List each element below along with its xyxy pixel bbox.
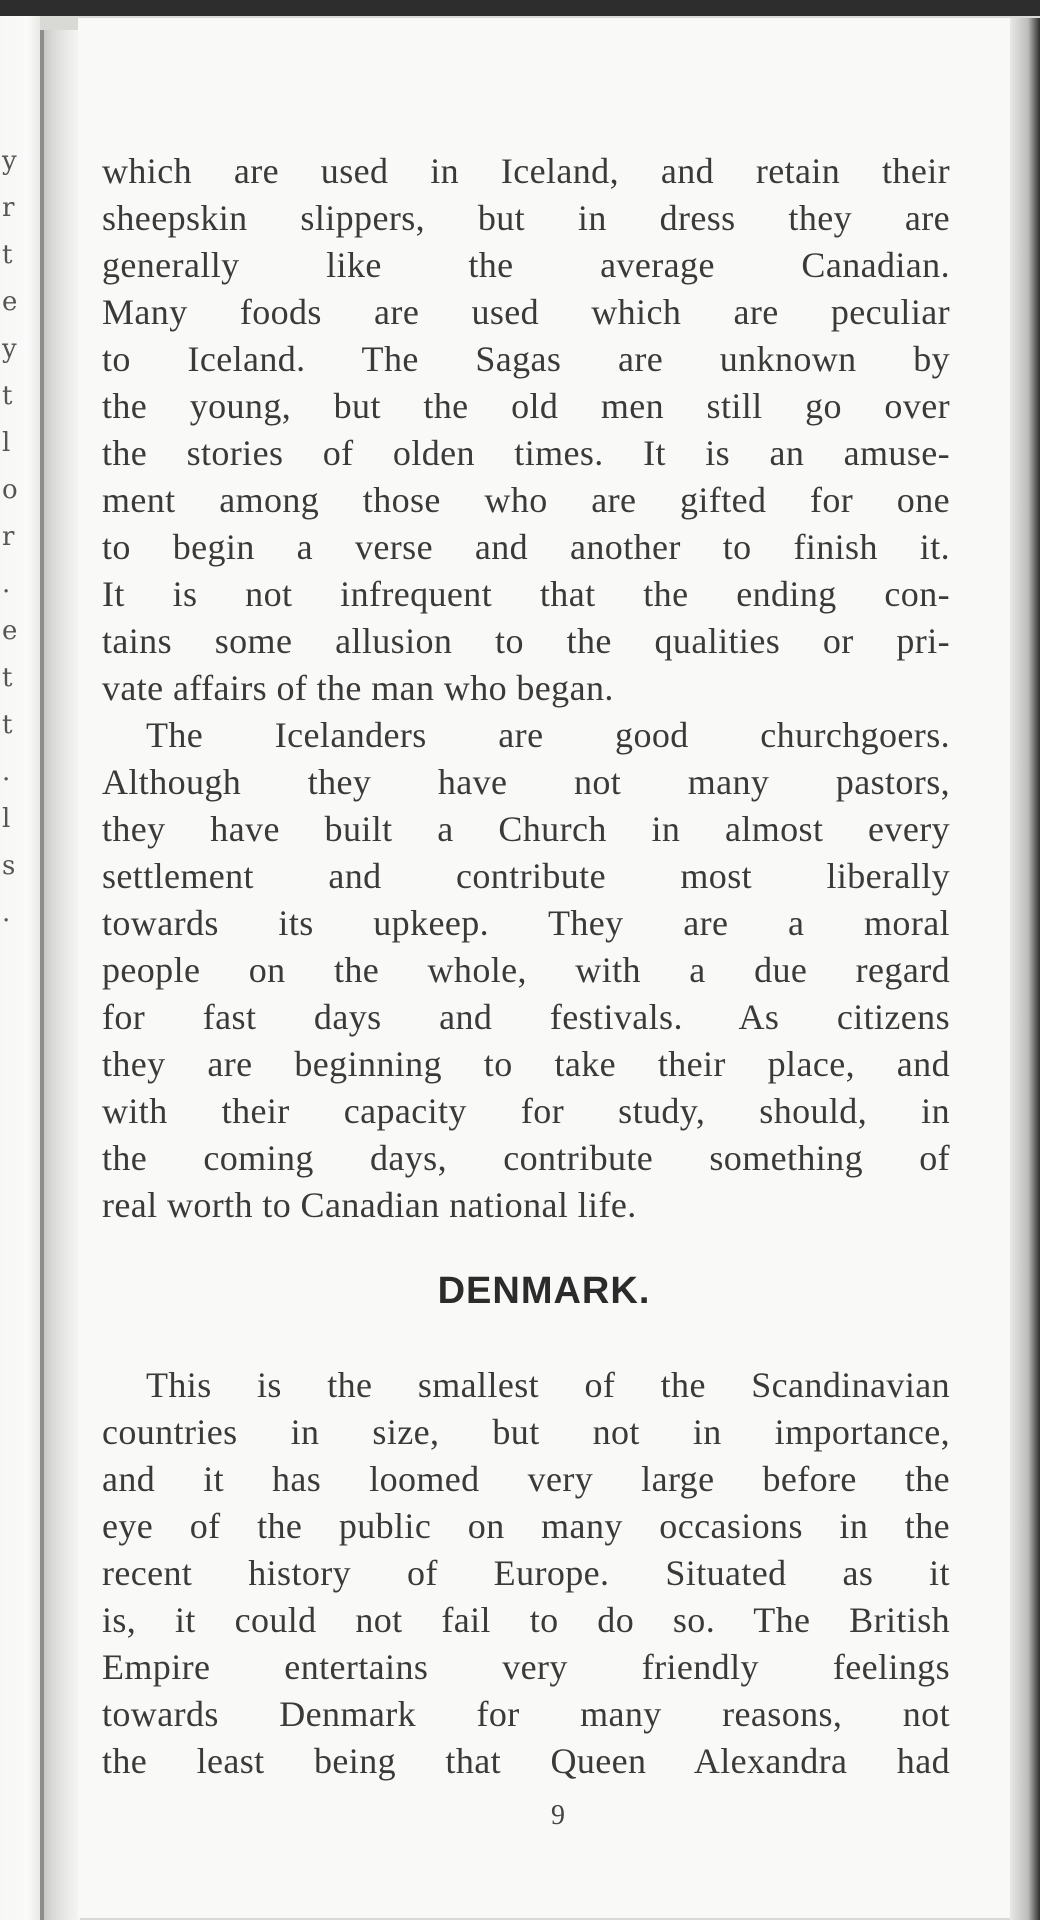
text-line: Although they have not many pastors, (102, 762, 950, 802)
facing-page-glyph: t (2, 663, 13, 693)
page-number: 9 (551, 1800, 565, 1831)
text-line: for fast days and festivals. As citizens (102, 997, 950, 1037)
scan-top-border (0, 0, 1040, 16)
facing-page-glyph: r (2, 193, 15, 223)
text-line: generally like the average Canadian. (102, 245, 950, 285)
section-heading-denmark: DENMARK. (437, 1270, 651, 1312)
paragraph-denmark-intro (102, 1362, 950, 1785)
facing-page-glyph: . (2, 757, 11, 787)
text-line: to begin a verse and another to finish it. (102, 527, 950, 567)
facing-page-glyph: . (2, 569, 11, 599)
text-line: is, it could not fail to do so. The British (102, 1600, 950, 1640)
text-line: which are used in Iceland, and retain their (102, 151, 950, 191)
text-line: towards its upkeep. They are a moral (102, 903, 950, 943)
facing-page-glyph: s (2, 851, 16, 881)
facing-page-glyph: e (2, 616, 18, 646)
text-line: and it has loomed very large before the (102, 1459, 950, 1499)
facing-page-glyph: y (2, 146, 17, 176)
text-line: sheepskin slippers, but in dress they are (102, 198, 950, 238)
paragraph-icelanders-churchgoers (102, 712, 950, 1229)
facing-page-glyph: t (2, 240, 13, 270)
text-line: to Iceland. The Sagas are unknown by (102, 339, 950, 379)
facing-page-glyph: . (2, 898, 11, 928)
text-line: they are beginning to take their place, and (102, 1044, 950, 1084)
facing-page-glyph: o (2, 475, 18, 505)
text-line: This is the smallest of the Scandinavian (146, 1365, 950, 1405)
facing-page-glyph: t (2, 710, 13, 740)
text-line: towards Denmark for many reasons, not (102, 1694, 950, 1734)
text-line: vate affairs of the man who began. (102, 668, 614, 708)
page-right-edge (1010, 18, 1040, 1920)
text-line: people on the whole, with a due regard (102, 950, 950, 990)
text-line: Many foods are used which are peculiar (102, 292, 950, 332)
text-line: Empire entertains very friendly feelings (102, 1647, 950, 1687)
facing-page-glyph: e (2, 287, 18, 317)
facing-page-glyph: y (2, 334, 17, 364)
facing-page-glyph: l (2, 428, 11, 458)
text-line: recent history of Europe. Situated as it (102, 1553, 950, 1593)
text-line: they have built a Church in almost every (102, 809, 950, 849)
facing-page-glyph: t (2, 381, 13, 411)
text-line: ment among those who are gifted for one (102, 480, 950, 520)
text-line: countries in size, but not in importance, (102, 1412, 950, 1452)
text-line: real worth to Canadian national life. (102, 1185, 637, 1225)
text-line: It is not infrequent that the ending con- (102, 574, 950, 614)
facing-page-glyph: l (2, 804, 11, 834)
text-line: eye of the public on many occasions in the (102, 1506, 950, 1546)
text-line: the coming days, contribute something of (102, 1138, 950, 1178)
paragraph-iceland-customs (102, 148, 950, 712)
text-line: the least being that Queen Alexandra had (102, 1741, 950, 1781)
text-line: settlement and contribute most liberally (102, 856, 950, 896)
facing-page-glyph: r (2, 522, 15, 552)
book-gutter (40, 30, 80, 1920)
text-line: tains some allusion to the qualities or pri- (102, 621, 950, 661)
text-line: The Icelanders are good churchgoers. (146, 715, 950, 755)
gutter-shadow-line (40, 30, 44, 1920)
facing-page-edge (0, 16, 40, 1920)
text-line: with their capacity for study, should, in (102, 1091, 950, 1131)
text-line: the stories of olden times. It is an amuse- (102, 433, 950, 473)
text-line: the young, but the old men still go over (102, 386, 950, 426)
